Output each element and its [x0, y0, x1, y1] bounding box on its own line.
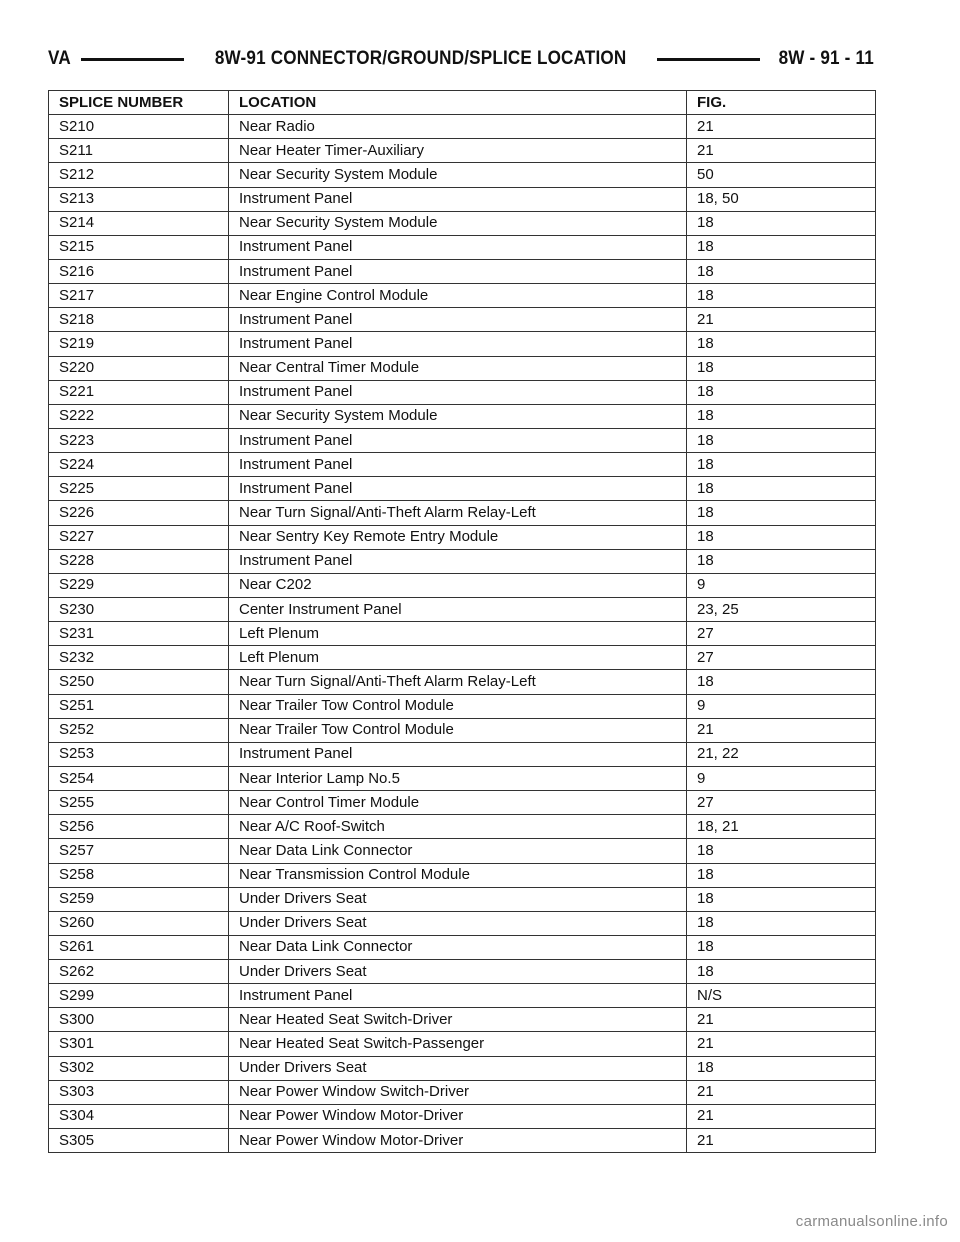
splice-number-cell: S229 [49, 573, 229, 597]
splice-number-cell: S254 [49, 766, 229, 790]
fig-cell: 18 [687, 911, 876, 935]
splice-number-cell: S220 [49, 356, 229, 380]
fig-cell: 27 [687, 646, 876, 670]
splice-number-cell: S218 [49, 308, 229, 332]
splice-number-cell: S225 [49, 477, 229, 501]
table-row [49, 622, 876, 646]
fig-cell: 18 [687, 477, 876, 501]
splice-number-cell: S257 [49, 839, 229, 863]
column-header-splice-number: SPLICE NUMBER [49, 91, 229, 115]
fig-cell: 9 [687, 573, 876, 597]
location-cell: Near Security System Module [229, 163, 687, 187]
splice-number-cell: S222 [49, 404, 229, 428]
table-row [49, 911, 876, 935]
fig-cell: 18 [687, 380, 876, 404]
fig-cell: 23, 25 [687, 597, 876, 621]
location-cell: Near Power Window Motor-Driver [229, 1129, 687, 1153]
location-cell: Near Power Window Switch-Driver [229, 1080, 687, 1104]
fig-cell: 27 [687, 791, 876, 815]
splice-number-cell: S261 [49, 935, 229, 959]
table-row [49, 115, 876, 139]
splice-number-cell: S232 [49, 646, 229, 670]
table-row [49, 887, 876, 911]
location-cell: Near Data Link Connector [229, 935, 687, 959]
fig-cell: 18 [687, 284, 876, 308]
splice-number-cell: S302 [49, 1056, 229, 1080]
location-cell: Near Transmission Control Module [229, 863, 687, 887]
splice-number-cell: S227 [49, 525, 229, 549]
table-row [49, 935, 876, 959]
location-cell: Near Sentry Key Remote Entry Module [229, 525, 687, 549]
table-row [49, 1104, 876, 1128]
fig-cell: 18 [687, 887, 876, 911]
fig-cell: 18 [687, 839, 876, 863]
table-row [49, 259, 876, 283]
fig-cell: 21 [687, 308, 876, 332]
table-row [49, 1056, 876, 1080]
table-row [49, 477, 876, 501]
splice-number-cell: S256 [49, 815, 229, 839]
page-header [48, 44, 874, 74]
location-cell: Near C202 [229, 573, 687, 597]
location-cell: Instrument Panel [229, 332, 687, 356]
location-cell: Near Heated Seat Switch-Driver [229, 1008, 687, 1032]
splice-number-cell: S210 [49, 115, 229, 139]
column-header-location: LOCATION [229, 91, 687, 115]
location-cell: Near Turn Signal/Anti-Theft Alarm Relay-Left [229, 501, 687, 525]
splice-number-cell: S262 [49, 960, 229, 984]
location-cell: Near Security System Module [229, 404, 687, 428]
table-row [49, 284, 876, 308]
table-row [49, 573, 876, 597]
fig-cell: N/S [687, 984, 876, 1008]
table-row [49, 211, 876, 235]
table-row [49, 356, 876, 380]
table-row [49, 525, 876, 549]
splice-number-cell: S212 [49, 163, 229, 187]
location-cell: Near Security System Module [229, 211, 687, 235]
splice-number-cell: S253 [49, 742, 229, 766]
location-cell: Near Heater Timer-Auxiliary [229, 139, 687, 163]
header-section-title: 8W-91 CONNECTOR/GROUND/SPLICE LOCATION [214, 48, 627, 69]
location-cell: Near Control Timer Module [229, 791, 687, 815]
table-row [49, 187, 876, 211]
fig-cell: 21, 22 [687, 742, 876, 766]
watermark: carmanualsonline.info [795, 1213, 948, 1230]
fig-cell: 18 [687, 332, 876, 356]
fig-cell: 21 [687, 1104, 876, 1128]
header-vehicle-code: VA [48, 48, 71, 69]
table-row [49, 815, 876, 839]
table-row [49, 1080, 876, 1104]
splice-number-cell: S215 [49, 235, 229, 259]
location-cell: Left Plenum [229, 622, 687, 646]
table-row [49, 163, 876, 187]
location-cell: Instrument Panel [229, 477, 687, 501]
location-cell: Left Plenum [229, 646, 687, 670]
fig-cell: 18 [687, 453, 876, 477]
table-row [49, 718, 876, 742]
location-cell: Instrument Panel [229, 453, 687, 477]
table-row [49, 839, 876, 863]
fig-cell: 18 [687, 211, 876, 235]
table-row [49, 549, 876, 573]
location-cell: Instrument Panel [229, 742, 687, 766]
fig-cell: 18 [687, 428, 876, 452]
fig-cell: 18 [687, 235, 876, 259]
fig-cell: 18 [687, 960, 876, 984]
splice-number-cell: S219 [49, 332, 229, 356]
splice-number-cell: S260 [49, 911, 229, 935]
header-rule-right [657, 58, 760, 61]
location-cell: Instrument Panel [229, 187, 687, 211]
location-cell: Near Radio [229, 115, 687, 139]
splice-number-cell: S216 [49, 259, 229, 283]
fig-cell: 21 [687, 1129, 876, 1153]
table-body [49, 115, 876, 1153]
location-cell: Instrument Panel [229, 380, 687, 404]
location-cell: Instrument Panel [229, 235, 687, 259]
table-row [49, 984, 876, 1008]
fig-cell: 18 [687, 259, 876, 283]
splice-location-table [48, 90, 876, 1153]
splice-number-cell: S251 [49, 694, 229, 718]
location-cell: Near Engine Control Module [229, 284, 687, 308]
location-cell: Instrument Panel [229, 259, 687, 283]
location-cell: Instrument Panel [229, 428, 687, 452]
splice-number-cell: S305 [49, 1129, 229, 1153]
table-row [49, 1032, 876, 1056]
location-cell: Near Central Timer Module [229, 356, 687, 380]
fig-cell: 18, 50 [687, 187, 876, 211]
table-row [49, 960, 876, 984]
location-cell: Under Drivers Seat [229, 1056, 687, 1080]
location-cell: Near Data Link Connector [229, 839, 687, 863]
table-row [49, 742, 876, 766]
location-cell: Near Trailer Tow Control Module [229, 694, 687, 718]
fig-cell: 18 [687, 404, 876, 428]
header-page-number: 8W - 91 - 11 [778, 48, 875, 69]
table-row [49, 332, 876, 356]
location-cell: Near Turn Signal/Anti-Theft Alarm Relay-Left [229, 670, 687, 694]
location-cell: Under Drivers Seat [229, 887, 687, 911]
location-cell: Under Drivers Seat [229, 960, 687, 984]
splice-number-cell: S231 [49, 622, 229, 646]
table-row [49, 501, 876, 525]
table-row [49, 791, 876, 815]
splice-number-cell: S300 [49, 1008, 229, 1032]
header-rule-left [81, 58, 184, 61]
table-row [49, 308, 876, 332]
column-header-fig: FIG. [687, 91, 876, 115]
location-cell: Instrument Panel [229, 549, 687, 573]
splice-number-cell: S217 [49, 284, 229, 308]
location-cell: Near Interior Lamp No.5 [229, 766, 687, 790]
table-row [49, 428, 876, 452]
table-row [49, 380, 876, 404]
fig-cell: 18 [687, 356, 876, 380]
location-cell: Center Instrument Panel [229, 597, 687, 621]
fig-cell: 18 [687, 501, 876, 525]
table-row [49, 453, 876, 477]
fig-cell: 21 [687, 1080, 876, 1104]
fig-cell: 18 [687, 670, 876, 694]
splice-number-cell: S301 [49, 1032, 229, 1056]
splice-number-cell: S211 [49, 139, 229, 163]
table-row [49, 694, 876, 718]
table-row [49, 863, 876, 887]
splice-number-cell: S214 [49, 211, 229, 235]
fig-cell: 18 [687, 863, 876, 887]
splice-number-cell: S304 [49, 1104, 229, 1128]
fig-cell: 18, 21 [687, 815, 876, 839]
table-header-row [49, 91, 876, 115]
table-row [49, 646, 876, 670]
table-row [49, 235, 876, 259]
fig-cell: 9 [687, 694, 876, 718]
splice-number-cell: S255 [49, 791, 229, 815]
table-row [49, 139, 876, 163]
fig-cell: 18 [687, 935, 876, 959]
location-cell: Under Drivers Seat [229, 911, 687, 935]
table-row [49, 597, 876, 621]
table-row [49, 766, 876, 790]
fig-cell: 21 [687, 115, 876, 139]
fig-cell: 21 [687, 139, 876, 163]
splice-number-cell: S258 [49, 863, 229, 887]
fig-cell: 21 [687, 718, 876, 742]
splice-number-cell: S250 [49, 670, 229, 694]
splice-number-cell: S213 [49, 187, 229, 211]
table-row [49, 1129, 876, 1153]
splice-number-cell: S303 [49, 1080, 229, 1104]
fig-cell: 21 [687, 1032, 876, 1056]
fig-cell: 18 [687, 1056, 876, 1080]
splice-number-cell: S223 [49, 428, 229, 452]
splice-number-cell: S221 [49, 380, 229, 404]
fig-cell: 18 [687, 525, 876, 549]
table-row [49, 404, 876, 428]
splice-number-cell: S230 [49, 597, 229, 621]
splice-number-cell: S259 [49, 887, 229, 911]
location-cell: Near Power Window Motor-Driver [229, 1104, 687, 1128]
fig-cell: 18 [687, 549, 876, 573]
splice-number-cell: S228 [49, 549, 229, 573]
fig-cell: 21 [687, 1008, 876, 1032]
splice-number-cell: S299 [49, 984, 229, 1008]
table-row [49, 1008, 876, 1032]
splice-number-cell: S224 [49, 453, 229, 477]
fig-cell: 9 [687, 766, 876, 790]
location-cell: Near Heated Seat Switch-Passenger [229, 1032, 687, 1056]
location-cell: Near Trailer Tow Control Module [229, 718, 687, 742]
fig-cell: 27 [687, 622, 876, 646]
location-cell: Near A/C Roof-Switch [229, 815, 687, 839]
splice-number-cell: S252 [49, 718, 229, 742]
fig-cell: 50 [687, 163, 876, 187]
location-cell: Instrument Panel [229, 984, 687, 1008]
table-row [49, 670, 876, 694]
splice-number-cell: S226 [49, 501, 229, 525]
location-cell: Instrument Panel [229, 308, 687, 332]
